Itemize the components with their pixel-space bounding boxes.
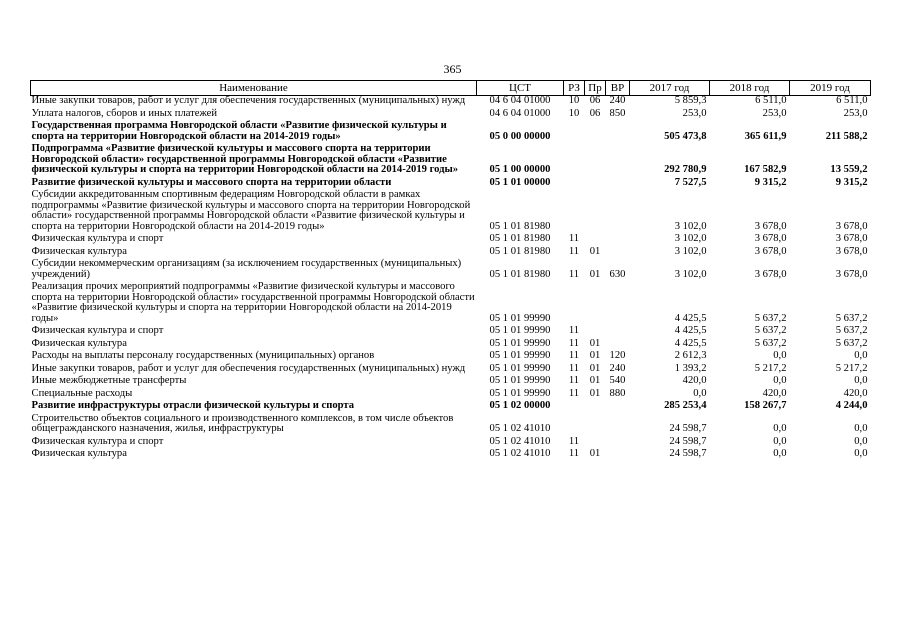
cell-cst: 05 1 00 00000 bbox=[489, 164, 551, 175]
cell-rz: 11 bbox=[568, 362, 580, 374]
cell-name: Уплата налогов, сборов и иных платежей bbox=[31, 107, 218, 119]
cell-cst: 05 1 02 41010 bbox=[489, 448, 551, 459]
header-cst: ЦСТ bbox=[477, 81, 564, 96]
cell-2018: 3 678,0 bbox=[754, 220, 787, 232]
cell-vr bbox=[606, 245, 630, 258]
cell-pr: 01 bbox=[589, 387, 601, 399]
cell-rz: 11 bbox=[568, 435, 580, 447]
cell-2019: 253,0 bbox=[843, 107, 868, 119]
cell-rz: 11 bbox=[568, 233, 580, 244]
cell-pr bbox=[585, 119, 606, 142]
table-row bbox=[31, 412, 871, 435]
cell-vr bbox=[606, 324, 630, 337]
cell-2017: 24 598,7 bbox=[669, 435, 707, 447]
cell-2019: 0,0 bbox=[854, 423, 868, 434]
cell-vr bbox=[606, 280, 630, 324]
cell-vr bbox=[606, 399, 630, 412]
cell-rz: 11 bbox=[568, 245, 580, 257]
cell-2019: 5 637,2 bbox=[835, 312, 868, 324]
table-row bbox=[31, 399, 871, 412]
cell-vr: 850 bbox=[609, 107, 626, 119]
table-row bbox=[31, 107, 871, 120]
cell-name: Строительство объектов социального и производственного комплексов, в том числе объектов общегражданского назначения, жилья, инфраструктуры bbox=[31, 412, 454, 434]
cell-2018: 5 217,2 bbox=[754, 362, 787, 374]
cell-vr bbox=[606, 119, 630, 142]
cell-name: Физическая культура bbox=[31, 337, 127, 349]
cell-cst: 05 1 01 99990 bbox=[489, 312, 551, 324]
cell-cst: 05 1 02 00000 bbox=[489, 400, 551, 411]
cell-2019: 0,0 bbox=[854, 375, 868, 386]
cell-2018: 5 637,2 bbox=[754, 325, 787, 336]
cell-rz: 11 bbox=[568, 375, 580, 386]
table-row bbox=[31, 280, 871, 324]
cell-2017: 24 598,7 bbox=[669, 448, 707, 459]
cell-2017: 292 780,9 bbox=[664, 164, 707, 175]
cell-2017: 2 612,3 bbox=[674, 350, 707, 361]
header-2018: 2018 год bbox=[710, 81, 790, 96]
cell-cst: 04 6 04 01000 bbox=[489, 107, 551, 119]
table-row bbox=[31, 176, 871, 189]
cell-pr: 01 bbox=[589, 362, 601, 374]
cell-rz bbox=[564, 176, 585, 189]
cell-pr: 06 bbox=[589, 95, 601, 106]
cell-2017: 4 425,5 bbox=[674, 325, 707, 336]
cell-pr: 01 bbox=[589, 448, 601, 459]
cell-rz bbox=[564, 188, 585, 232]
cell-rz bbox=[564, 142, 585, 176]
cell-2018: 253,0 bbox=[762, 107, 787, 119]
header-vr: ВР bbox=[606, 81, 630, 96]
cell-name: Иные закупки товаров, работ и услуг для обеспечения государственных (муниципальных) нужд bbox=[31, 362, 466, 374]
cell-name: Физическая культура bbox=[31, 245, 127, 257]
cell-2018: 0,0 bbox=[773, 423, 787, 434]
cell-rz: 11 bbox=[568, 448, 580, 459]
cell-2019: 0,0 bbox=[854, 448, 868, 459]
cell-2019: 5 637,2 bbox=[835, 337, 868, 349]
cell-2017: 3 102,0 bbox=[674, 220, 707, 232]
cell-2017: 505 473,8 bbox=[664, 130, 707, 142]
cell-2018: 5 637,2 bbox=[754, 312, 787, 324]
budget-table bbox=[30, 80, 871, 460]
cell-2019: 3 678,0 bbox=[835, 268, 868, 280]
cell-vr bbox=[606, 447, 630, 460]
cell-cst: 05 1 01 99990 bbox=[489, 325, 551, 336]
cell-vr bbox=[606, 232, 630, 245]
cell-rz: 10 bbox=[568, 95, 580, 106]
cell-2017: 285 253,4 bbox=[664, 400, 707, 411]
table-row bbox=[31, 96, 871, 107]
cell-2019: 3 678,0 bbox=[835, 233, 868, 244]
cell-name: Иные межбюджетные трансферты bbox=[31, 375, 187, 386]
cell-vr bbox=[606, 337, 630, 350]
cell-name: Реализация прочих мероприятий подпрограммы «Развитие физической культуры и массового спорта на территории Новгородской области» государственной программы Новгородской области «Развитие физической культуры и спорта на территории Новгородской области на 2014-2019 годы» bbox=[31, 281, 475, 324]
cell-2019: 0,0 bbox=[854, 350, 868, 361]
table-row bbox=[31, 142, 871, 176]
cell-2018: 5 637,2 bbox=[754, 337, 787, 349]
cell-vr bbox=[606, 188, 630, 232]
table-row bbox=[31, 119, 871, 142]
cell-name: Расходы на выплаты персоналу государственных (муниципальных) органов bbox=[31, 350, 375, 361]
header-name: Наименование bbox=[31, 81, 477, 96]
cell-name: Субсидии некоммерческим организациям (за исключением государственных (муниципальных) учреждений) bbox=[31, 258, 462, 280]
cell-rz bbox=[564, 412, 585, 435]
cell-2018: 3 678,0 bbox=[754, 245, 787, 257]
table-row bbox=[31, 337, 871, 350]
cell-cst: 05 1 01 81980 bbox=[489, 268, 551, 280]
cell-pr bbox=[585, 176, 606, 189]
cell-cst: 05 1 02 41010 bbox=[489, 435, 551, 447]
cell-pr bbox=[585, 412, 606, 435]
cell-2018: 167 582,9 bbox=[744, 164, 787, 175]
cell-2019: 5 637,2 bbox=[835, 325, 868, 336]
cell-rz: 11 bbox=[568, 387, 580, 399]
cell-rz bbox=[564, 399, 585, 412]
cell-2019: 3 678,0 bbox=[835, 220, 868, 232]
cell-pr: 01 bbox=[589, 245, 601, 257]
cell-vr bbox=[606, 435, 630, 448]
cell-rz bbox=[564, 280, 585, 324]
cell-2018: 158 267,7 bbox=[744, 400, 787, 411]
cell-cst: 05 1 01 81980 bbox=[489, 245, 551, 257]
cell-name: Физическая культура и спорт bbox=[31, 325, 164, 336]
cell-pr bbox=[585, 232, 606, 245]
cell-cst: 05 1 01 81980 bbox=[489, 233, 551, 244]
cell-2018: 0,0 bbox=[773, 375, 787, 386]
cell-2018: 3 678,0 bbox=[754, 233, 787, 244]
cell-2018: 0,0 bbox=[773, 435, 787, 447]
table-row bbox=[31, 257, 871, 280]
cell-2018: 0,0 bbox=[773, 448, 787, 459]
table-row bbox=[31, 232, 871, 245]
page-number: 365 bbox=[443, 62, 462, 76]
cell-pr bbox=[585, 142, 606, 176]
cell-pr bbox=[585, 435, 606, 448]
cell-pr: 01 bbox=[589, 268, 601, 280]
cell-cst: 04 6 04 01000 bbox=[489, 95, 551, 106]
cell-vr: 880 bbox=[609, 387, 626, 399]
cell-2017: 7 527,5 bbox=[674, 176, 707, 188]
cell-vr bbox=[606, 176, 630, 189]
cell-name: Физическая культура bbox=[31, 448, 127, 459]
cell-2018: 365 611,9 bbox=[744, 130, 787, 142]
table-row bbox=[31, 447, 871, 460]
cell-pr bbox=[585, 324, 606, 337]
cell-rz: 10 bbox=[568, 107, 580, 119]
cell-rz: 11 bbox=[568, 268, 580, 280]
cell-2017: 3 102,0 bbox=[674, 245, 707, 257]
cell-pr: 01 bbox=[589, 337, 601, 349]
table-row bbox=[31, 374, 871, 387]
table-row bbox=[31, 349, 871, 362]
cell-name: Развитие физической культуры и массового спорта на территории области bbox=[31, 176, 392, 188]
cell-cst: 05 1 01 99990 bbox=[489, 337, 551, 349]
cell-cst: 05 0 00 00000 bbox=[489, 130, 551, 142]
cell-2017: 253,0 bbox=[682, 107, 707, 119]
cell-pr bbox=[585, 280, 606, 324]
cell-2017: 3 102,0 bbox=[674, 268, 707, 280]
table-body bbox=[31, 96, 871, 460]
cell-name: Специальные расходы bbox=[31, 387, 133, 399]
cell-2019: 9 315,2 bbox=[835, 176, 868, 188]
cell-pr bbox=[585, 399, 606, 412]
table-row bbox=[31, 324, 871, 337]
cell-vr: 120 bbox=[609, 350, 626, 361]
cell-vr bbox=[606, 412, 630, 435]
cell-name: Иные закупки товаров, работ и услуг для обеспечения государственных (муниципальных) нужд bbox=[31, 95, 466, 106]
cell-rz bbox=[564, 119, 585, 142]
header-2019: 2019 год bbox=[790, 81, 871, 96]
cell-pr: 06 bbox=[589, 107, 601, 119]
cell-2019: 0,0 bbox=[854, 435, 868, 447]
cell-2019: 3 678,0 bbox=[835, 245, 868, 257]
cell-2017: 4 425,5 bbox=[674, 312, 707, 324]
cell-2018: 3 678,0 bbox=[754, 268, 787, 280]
cell-2019: 5 217,2 bbox=[835, 362, 868, 374]
cell-name: Физическая культура и спорт bbox=[31, 233, 164, 244]
cell-2019: 211 588,2 bbox=[825, 130, 868, 142]
cell-pr: 01 bbox=[589, 375, 601, 386]
cell-2019: 420,0 bbox=[843, 387, 868, 399]
cell-rz: 11 bbox=[568, 337, 580, 349]
table-row bbox=[31, 435, 871, 448]
cell-vr: 240 bbox=[609, 95, 626, 106]
cell-2019: 13 559,2 bbox=[830, 164, 868, 175]
cell-rz: 11 bbox=[568, 325, 580, 336]
cell-cst: 05 1 02 41010 bbox=[489, 423, 551, 434]
table-header-row bbox=[31, 81, 871, 96]
cell-2018: 6 511,0 bbox=[755, 95, 787, 106]
cell-cst: 05 1 01 99990 bbox=[489, 362, 551, 374]
cell-rz: 11 bbox=[568, 350, 580, 361]
cell-2017: 5 859,3 bbox=[674, 95, 707, 106]
cell-pr bbox=[585, 188, 606, 232]
cell-cst: 05 1 01 99990 bbox=[489, 375, 551, 386]
table-row bbox=[31, 362, 871, 375]
header-rz: РЗ bbox=[564, 81, 585, 96]
cell-pr: 01 bbox=[589, 350, 601, 361]
cell-2017: 4 425,5 bbox=[674, 337, 707, 349]
cell-name: Физическая культура и спорт bbox=[31, 435, 164, 447]
cell-cst: 05 1 01 81980 bbox=[489, 220, 551, 232]
cell-2017: 3 102,0 bbox=[674, 233, 707, 244]
cell-cst: 05 1 01 00000 bbox=[489, 176, 551, 188]
cell-vr: 540 bbox=[609, 375, 626, 386]
cell-name: Субсидии аккредитованным спортивным федерациям Новгородской области в рамках подпрограммы «Развитие физической культуры и массового спорта на территории Новгородской области» государственной программы Новгородской области «Развитие физической культуры и спорта на территории Новгородской области на 2014-2019 годы» bbox=[31, 189, 471, 232]
cell-2019: 4 244,0 bbox=[835, 400, 868, 411]
cell-2017: 24 598,7 bbox=[669, 423, 707, 434]
cell-vr: 240 bbox=[609, 362, 626, 374]
cell-2019: 6 511,0 bbox=[836, 95, 868, 106]
cell-2017: 1 393,2 bbox=[674, 362, 707, 374]
cell-name: Государственная программа Новгородской области «Развитие физической культуры и спорта на территории Новгородской области на 2014-2019 годы» bbox=[31, 120, 447, 142]
cell-2017: 420,0 bbox=[682, 375, 707, 386]
header-2017: 2017 год bbox=[630, 81, 710, 96]
cell-name: Подпрограмма «Развитие физической культуры и массового спорта на территории Новгородской области» государственной программы Новгородской области «Развитие физической культуры и спорта на территории Новгородской области на 2014-2019 годы» bbox=[31, 143, 459, 175]
table-row bbox=[31, 245, 871, 258]
cell-2017: 0,0 bbox=[693, 387, 707, 399]
cell-2018: 0,0 bbox=[773, 350, 787, 361]
cell-vr: 630 bbox=[609, 268, 626, 280]
table-row bbox=[31, 188, 871, 232]
cell-2018: 420,0 bbox=[762, 387, 787, 399]
header-pr: Пр bbox=[585, 81, 606, 96]
table-row bbox=[31, 387, 871, 400]
cell-2018: 9 315,2 bbox=[754, 176, 787, 188]
cell-name: Развитие инфраструктуры отрасли физической культуры и спорта bbox=[31, 400, 355, 411]
cell-vr bbox=[606, 142, 630, 176]
cell-cst: 05 1 01 99990 bbox=[489, 350, 551, 361]
cell-cst: 05 1 01 99990 bbox=[489, 387, 551, 399]
